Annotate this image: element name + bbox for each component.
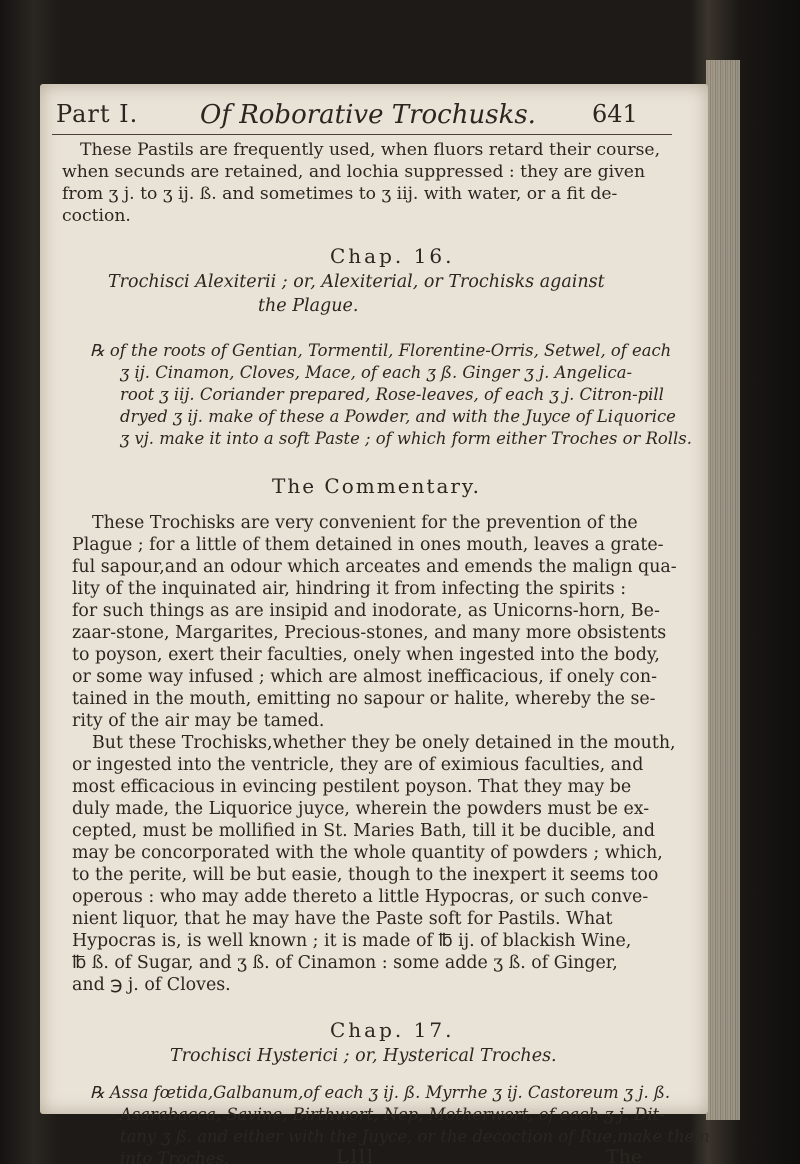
- recipe-line: dryed ʒ ij. make of these a Powder, and with the Juyce of Liquorice: [120, 407, 676, 426]
- signature-mark: Llll: [336, 1146, 375, 1164]
- recipe-line: ℞ of the roots of Gentian, Tormentil, Florentine-Orris, Setwel, of each: [90, 341, 672, 360]
- commentary-line: zaar-stone, Margarites, Precious-stones, and many more obsistents: [72, 623, 667, 643]
- chapter-16-subtitle: Trochisci Alexiterii ; or, Alexiterial, or Trochisks against: [108, 272, 605, 292]
- page-stack-edge: [706, 60, 740, 1120]
- running-head-title: Of Roborative Trochusks.: [200, 100, 536, 130]
- page-number: 641: [592, 100, 638, 128]
- chapter-16-heading: Chap. 16.: [330, 244, 455, 268]
- chapter-16-subtitle: the Plague.: [258, 296, 359, 316]
- chapter-17-heading: Chap. 17.: [330, 1018, 455, 1042]
- commentary-line: cepted, must be mollified in St. Maries Bath, till it be ducible, and: [72, 821, 655, 841]
- commentary-line: or some way infused ; which are almost inefficacious, if onely con-: [72, 667, 657, 687]
- head-rule: [52, 134, 672, 135]
- catchword: The: [606, 1146, 643, 1164]
- commentary-line: may be concorporated with the whole quantity of powders ; which,: [72, 843, 663, 863]
- recipe-line: Asarabacca, Savine, Birthwort, Nep, Motherwort, of each ʒ j. Dit-: [120, 1105, 665, 1124]
- recipe-line: tany ʒ ß. and either with the Juyce, or the decoction of Rue,make them: [120, 1127, 710, 1146]
- commentary-line: nient liquor, that he may have the Paste soft for Pastils. What: [72, 909, 613, 929]
- commentary-line: or ingested into the ventricle, they are of eximious faculties, and: [72, 755, 644, 775]
- commentary-line: ℔ ß. of Sugar, and ʒ ß. of Cinamon : some adde ʒ ß. of Ginger,: [72, 953, 618, 973]
- commentary-line: most efficacious in evincing pestilent poyson. That they may be: [72, 777, 632, 797]
- chapter-17-subtitle: Trochisci Hysterici ; or, Hysterical Troches.: [170, 1046, 557, 1066]
- intro-line: coction.: [62, 206, 131, 226]
- commentary-line: ful sapour,and an odour which arceates and emends the malign qua-: [72, 557, 677, 577]
- commentary-line: for such things as are insipid and inodorate, as Unicorns-horn, Be-: [72, 601, 660, 621]
- intro-line: from ʒ j. to ʒ ij. ß. and sometimes to ʒ iij. with water, or a fit de-: [62, 184, 618, 204]
- recipe-line: ℞ Assa fœtida,Galbanum,of each ʒ ij. ß. Myrrhe ʒ ij. Castoreum ʒ j. ß.: [90, 1083, 671, 1102]
- commentary-heading: The Commentary.: [272, 474, 481, 498]
- commentary-line: to the perite, will be but easie, though to the inexpert it seems too: [72, 865, 659, 885]
- recipe-line: root ʒ iij. Coriander prepared, Rose-leaves, of each ʒ j. Citron-pill: [120, 385, 664, 404]
- commentary-line: But these Trochisks,whether they be onely detained in the mouth,: [92, 733, 676, 753]
- recipe-line: ʒ ij. Cinamon, Cloves, Mace, of each ʒ ß. Ginger ʒ j. Angelica-: [120, 363, 633, 382]
- intro-line: These Pastils are frequently used, when fluors retard their course,: [80, 140, 661, 160]
- commentary-line: lity of the inquinated air, hindring it from infecting the spirits :: [72, 579, 627, 599]
- commentary-line: and ℈ j. of Cloves.: [72, 975, 231, 995]
- book-page: [40, 84, 710, 1164]
- commentary-line: to poyson, exert their faculties, onely when ingested into the body,: [72, 645, 660, 665]
- recipe-line: ʒ vj. make it into a soft Paste ; of which form either Troches or Rolls.: [120, 429, 692, 448]
- commentary-line: duly made, the Liquorice juyce, wherein the powders must be ex-: [72, 799, 650, 819]
- running-head: [52, 100, 682, 134]
- commentary-line: Hypocras is, is well known ; it is made of ℔ ij. of blackish Wine,: [72, 931, 632, 951]
- commentary-line: tained in the mouth, emitting no sapour or halite, whereby the se-: [72, 689, 656, 709]
- commentary-line: These Trochisks are very convenient for the prevention of the: [92, 513, 638, 533]
- commentary-line: Plague ; for a little of them detained in ones mouth, leaves a grate-: [72, 535, 664, 555]
- commentary-line: rity of the air may be tamed.: [72, 711, 325, 731]
- recipe-line: into Troches.: [120, 1149, 230, 1164]
- commentary-line: operous : who may adde thereto a little Hypocras, or such conve-: [72, 887, 649, 907]
- running-head-part: Part I.: [56, 100, 139, 128]
- intro-line: when secunds are retained, and lochia suppressed : they are given: [62, 162, 646, 182]
